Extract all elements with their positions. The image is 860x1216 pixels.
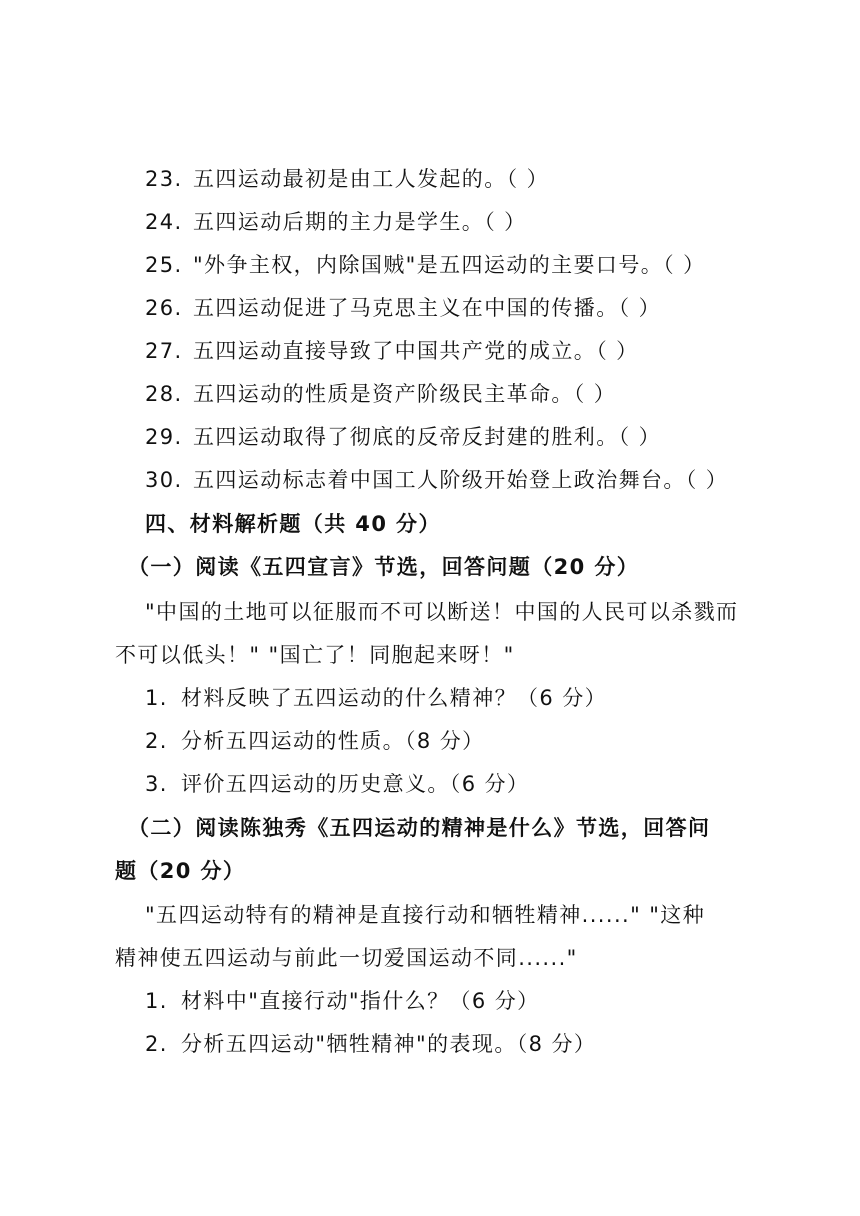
question-24: [145, 208, 527, 236]
question-text: 五四运动直接导致了中国共产党的成立。（ ）: [193, 339, 639, 363]
question-number: 1.: [145, 989, 168, 1013]
question-text: 五四运动的性质是资产阶级民主革命。（ ）: [193, 382, 617, 406]
question-text: 五四运动取得了彻底的反帝反封建的胜利。（ ）: [193, 425, 661, 449]
question-text: 分析五四运动"牺牲精神"的表现。（8 分）: [181, 1032, 597, 1056]
question-number: 29.: [145, 425, 183, 449]
question-text: 五四运动标志着中国工人阶级开始登上政治舞台。（ ）: [193, 468, 729, 492]
part2-question-2: [145, 1030, 596, 1058]
question-text: 五四运动最初是由工人发起的。（ ）: [193, 167, 549, 191]
part1-material-line1: "中国的土地可以征服而不可以断送！中国的人民可以杀戮而: [145, 600, 739, 624]
question-23: [145, 165, 549, 193]
question-number: 27.: [145, 339, 183, 363]
part2-heading-line1: （二）阅读陈独秀《五四运动的精神是什么》节选，回答问: [128, 816, 711, 840]
question-text: 五四运动后期的主力是学生。（ ）: [193, 210, 527, 234]
part1-question-3: [145, 770, 529, 798]
question-25: [145, 251, 706, 279]
part2-material-line1: "五四运动特有的精神是直接行动和牺牲精神......" "这种: [145, 903, 706, 927]
question-number: 28.: [145, 382, 183, 406]
part2-question-1: [145, 987, 540, 1015]
part1-question-1: [145, 684, 607, 712]
question-28: [145, 380, 616, 408]
question-text: 分析五四运动的性质。（8 分）: [181, 729, 485, 753]
question-number: 2.: [145, 1032, 168, 1056]
question-text: 材料中"直接行动"指什么？（6 分）: [181, 989, 540, 1013]
question-26: [145, 294, 661, 322]
question-29: [145, 423, 661, 451]
question-number: 30.: [145, 468, 183, 492]
question-number: 25.: [145, 253, 183, 277]
question-number: 3.: [145, 772, 168, 796]
question-number: 24.: [145, 210, 183, 234]
question-30: [145, 466, 728, 494]
part1-material-line2: 不可以低头！" "国亡了！同胞起来呀！": [115, 643, 515, 667]
question-number: 1.: [145, 686, 168, 710]
question-27: [145, 337, 639, 365]
question-text: 评价五四运动的历史意义。（6 分）: [181, 772, 530, 796]
question-number: 26.: [145, 296, 183, 320]
section-heading: 四、材料解析题（共 40 分）: [145, 512, 441, 536]
question-number: 2.: [145, 729, 168, 753]
part2-material-line2: 精神使五四运动与前此一切爱国运动不同......": [115, 946, 578, 970]
part2-heading-line2: 题（20 分）: [115, 859, 246, 883]
part1-heading: （一）阅读《五四宣言》节选，回答问题（20 分）: [128, 555, 640, 579]
question-text: "外争主权，内除国贼"是五四运动的主要口号。（ ）: [193, 253, 706, 277]
part1-question-2: [145, 727, 485, 755]
question-number: 23.: [145, 167, 183, 191]
question-text: 五四运动促进了马克思主义在中国的传播。（ ）: [193, 296, 661, 320]
question-text: 材料反映了五四运动的什么精神？（6 分）: [181, 686, 608, 710]
